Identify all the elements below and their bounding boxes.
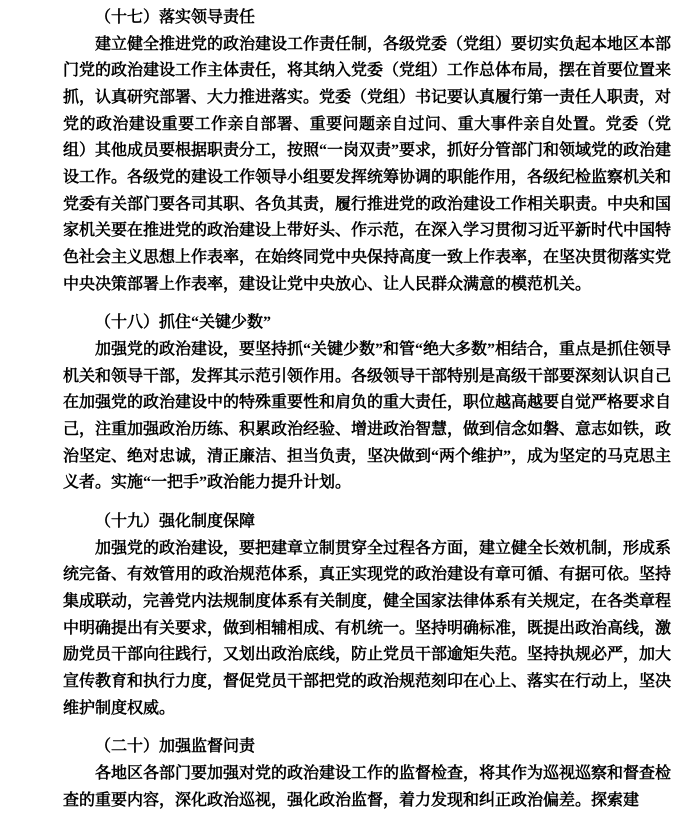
section-20: [63, 734, 671, 814]
section-19: [63, 509, 671, 722]
section-18: [63, 310, 671, 497]
section-heading: （二十）加强监督问责: [95, 738, 256, 756]
paragraph: 加强党的政治建设，要把建章立制贯穿全过程各方面，建立健全长效机制，形成系统完备、有效管用的政治规范体系，真正实现党的政治建设有章可循、有据可依。坚持集成联动，完善党内法规制度体系有关制度，健全国家法律体系有关规定，在各类章程中明确提出有关要求，做到相辅相成、有机统一。坚持明确标准，既提出政治高线，激励党员干部向往践行，又划出政治底线，防止党员干部逾矩失范。坚持执规必严，加大宣传教育和执行力度，督促党员干部把党的政治规范刻印在心上、落实在行动上，坚决维护制度权威。: [63, 539, 672, 717]
paragraph: 各地区各部门要加强对党的政治建设工作的监督检查，将其作为巡视巡察和督查检查的重要内容，深化政治巡视，强化政治监督，着力发现和纠正政治偏差。探索建: [63, 765, 672, 809]
section-17: [63, 5, 671, 298]
paragraph: 加强党的政治建设，要坚持抓“关键少数”和管“绝大多数”相结合，重点是抓住领导机关和领导干部，发挥其示范引领作用。各级领导干部特别是高级干部要深刻认识自己在加强党的政治建设中的特殊重要性和肩负的重大责任，职位越高越要自觉严格要求自己，注重加强政治历练、积累政治经验、增进政治智慧，做到信念如磐、意志如铁，政治坚定、绝对忠诚，清正廉洁、担当负责，坚决做到“两个维护”，成为坚定的马克思主义者。实施“一把手”政治能力提升计划。: [63, 341, 672, 492]
section-heading: （十九）强化制度保障: [95, 513, 256, 531]
section-heading: （十八）抓住“关键少数”: [95, 314, 272, 332]
section-heading: （十七）落实领导责任: [95, 9, 256, 26]
paragraph: 建立健全推进党的政治建设工作责任制，各级党委（党组）要切实负起本地区本部门党的政治建设工作主体责任，将其纳入党委（党组）工作总体布局，摆在首要位置来抓，认真研究部署、大力推进落实。党委（党组）书记要认真履行第一责任人职责，对党的政治建设重要工作亲自部署、重要问题亲自过问、重大事件亲自处置。党委（党组）其他成员要根据职责分工，按照“一岗双责”要求，抓好分管部门和领域党的政治建设工作。各级党的建设工作领导小组要发挥统筹协调的职能作用，各级纪检监察机关和党委有关部门要各司其职、各负其责，履行推进党的政治建设工作相关职责。中央和国家机关要在推进党的政治建设上带好头、作示范，在深入学习贯彻习近平新时代中国特色社会主义思想上作表率，在始终同党中央保持高度一致上作表率，在坚决贯彻落实党中央决策部署上作表率，建设让党中央放心、让人民群众满意的模范机关。: [63, 35, 672, 293]
